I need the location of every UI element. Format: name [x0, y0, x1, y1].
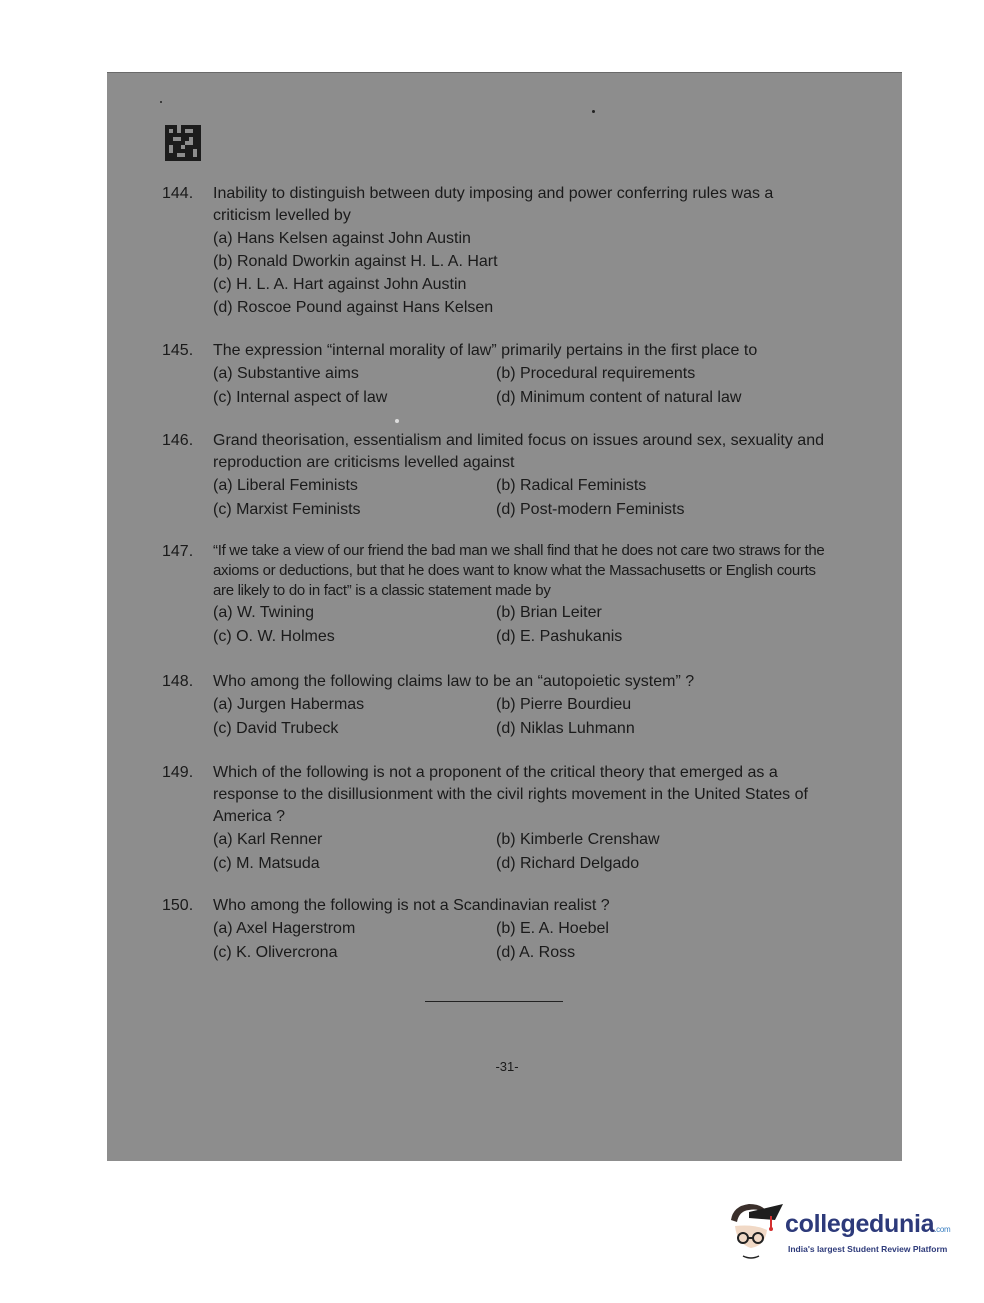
- end-rule: [425, 1001, 563, 1002]
- collegedunia-logo[interactable]: [725, 1198, 965, 1268]
- option-b: (b) Ronald Dworkin against H. L. A. Hart: [213, 253, 498, 270]
- option-a: (a) Hans Kelsen against John Austin: [213, 230, 471, 247]
- options-grid: [213, 828, 832, 875]
- question-text: Which of the following is not a proponent of the critical theory that emerged as a response to the disillusionment with the civil rights movement in the United States of America ?: [213, 764, 808, 825]
- option-b: (b) Procedural requirements: [496, 365, 696, 382]
- option-b: (b) Pierre Bourdieu: [496, 696, 632, 713]
- question-text: “If we take a view of our friend the bad man we shall find that he does not care two straws for the axioms or deductions, but that he does want to know what the Massachusetts or English courts are likely to do in fact” is a classic statement made by: [213, 542, 825, 599]
- option-d: (d) Richard Delgado: [496, 855, 640, 872]
- question-number: 146.: [162, 432, 194, 449]
- option-d: (d) E. Pashukanis: [496, 628, 623, 645]
- speck: [592, 110, 595, 113]
- options-list: [213, 227, 832, 319]
- option-c: (c) H. L. A. Hart against John Austin: [213, 276, 467, 293]
- question-text: Inability to distinguish between duty imposing and power conferring rules was a criticism levelled by: [213, 185, 774, 224]
- option-c: (c) Internal aspect of law: [213, 389, 388, 406]
- scanned-page: [107, 72, 902, 1161]
- question-text: The expression “internal morality of law” primarily pertains in the first place to: [213, 342, 758, 359]
- option-c: (c) M. Matsuda: [213, 855, 320, 872]
- option-d: (d) Post-modern Feminists: [496, 501, 685, 518]
- speck: [160, 101, 162, 103]
- question-number: 145.: [162, 342, 194, 359]
- logo-tagline: India's largest Student Review Platform: [788, 1244, 948, 1254]
- options-grid: [213, 917, 832, 964]
- options-grid: [213, 693, 832, 740]
- speck: [395, 419, 399, 423]
- option-a: (a) Substantive aims: [213, 365, 359, 382]
- question-text: Grand theorisation, essentialism and limited focus on issues around sex, sexuality and reproduction are criticisms levelled against: [213, 432, 824, 471]
- logo-name: collegedunia: [785, 1210, 935, 1238]
- question-number: 149.: [162, 764, 194, 781]
- option-d: (d) Niklas Luhmann: [496, 720, 635, 737]
- option-a: (a) W. Twining: [213, 604, 315, 621]
- question-number: 148.: [162, 673, 194, 690]
- option-c: (c) O. W. Holmes: [213, 628, 335, 645]
- question-number: 147.: [162, 543, 194, 560]
- options-grid: [213, 474, 832, 521]
- option-b: (b) E. A. Hoebel: [496, 920, 609, 937]
- question-149: [162, 762, 832, 875]
- logo-wordmark: [785, 1210, 950, 1239]
- option-a: (a) Axel Hagerstrom: [213, 920, 356, 937]
- question-146: [162, 430, 832, 521]
- logo-suffix: .com: [934, 1225, 951, 1234]
- question-148: [162, 671, 832, 740]
- option-b: (b) Brian Leiter: [496, 604, 602, 621]
- option-c: (c) Marxist Feminists: [213, 501, 361, 518]
- question-150: [162, 895, 832, 964]
- option-c: (c) K. Olivercrona: [213, 944, 338, 961]
- option-a: (a) Karl Renner: [213, 831, 323, 848]
- question-147: [162, 541, 832, 648]
- question-number: 150.: [162, 897, 194, 914]
- options-grid: [213, 362, 832, 409]
- option-a: (a) Jurgen Habermas: [213, 696, 365, 713]
- option-d: (d) Roscoe Pound against Hans Kelsen: [213, 299, 494, 316]
- question-text: Who among the following is not a Scandinavian realist ?: [213, 897, 610, 914]
- option-d: (d) Minimum content of natural law: [496, 389, 742, 406]
- option-b: (b) Kimberle Crenshaw: [496, 831, 660, 848]
- question-number: 144.: [162, 185, 194, 202]
- options-grid: [213, 601, 832, 648]
- option-b: (b) Radical Feminists: [496, 477, 647, 494]
- question-text: Who among the following claims law to be an “autopoietic system” ?: [213, 673, 695, 690]
- page-number: -31-: [495, 1059, 519, 1074]
- qr-code-icon: [165, 125, 201, 161]
- question-145: [162, 340, 832, 409]
- option-d: (d) A. Ross: [496, 944, 576, 961]
- option-a: (a) Liberal Feminists: [213, 477, 358, 494]
- student-mascot-icon: [725, 1198, 785, 1268]
- question-144: [162, 183, 832, 319]
- option-c: (c) David Trubeck: [213, 720, 339, 737]
